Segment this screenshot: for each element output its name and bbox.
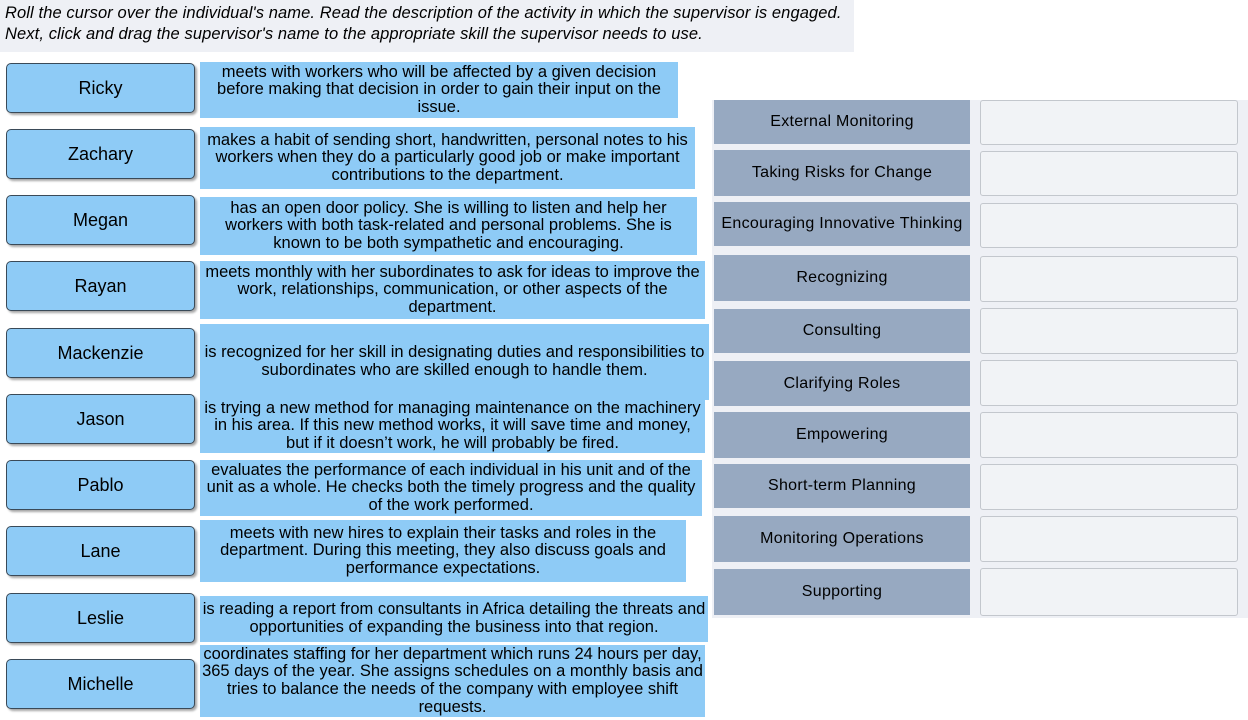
description-rayan: meets monthly with her subordinates to ask for ideas to improve the work, relationships, communication, or other aspects of the department. <box>200 261 705 319</box>
description-zachary: makes a habit of sending short, handwritten, personal notes to his workers when they do a particularly good job or make important contributions to the department. <box>200 127 695 189</box>
instructions-text: Roll the cursor over the individual's name. Read the description of the activity in which the supervisor is engaged. Next, click and drag the supervisor's name to the appropriate skill the supervisor needs to use. <box>0 0 854 52</box>
supervisor-name-jason[interactable]: Jason <box>6 394 195 444</box>
description-lane: meets with new hires to explain their tasks and roles in the department. During this meeting, they also discuss goals and performance expectations. <box>200 520 686 582</box>
skill-label-clarifying-roles: Clarifying Roles <box>714 361 970 406</box>
skill-label-encouraging-innovative-thinking: Encouraging Innovative Thinking <box>714 202 970 246</box>
drop-target-monitoring-operations[interactable] <box>980 516 1238 562</box>
drop-target-supporting[interactable] <box>980 568 1238 616</box>
supervisor-name-michelle[interactable]: Michelle <box>6 659 195 709</box>
drop-target-encouraging-innovative-thinking[interactable] <box>980 203 1238 248</box>
description-megan: has an open door policy. She is willing to listen and help her workers with both task-related and personal problems. She is known to be both sympathetic and encouraging. <box>200 197 697 255</box>
skill-label-empowering: Empowering <box>714 412 970 458</box>
supervisor-name-leslie[interactable]: Leslie <box>6 593 195 643</box>
supervisor-name-pablo[interactable]: Pablo <box>6 460 195 510</box>
skill-label-short-term-planning: Short-term Planning <box>714 464 970 508</box>
drop-target-clarifying-roles[interactable] <box>980 360 1238 406</box>
skill-label-consulting: Consulting <box>714 309 970 353</box>
skill-label-monitoring-operations: Monitoring Operations <box>714 516 970 562</box>
supervisor-name-ricky[interactable]: Ricky <box>6 63 195 113</box>
description-pablo: evaluates the performance of each individual in his unit and of the unit as a whole. He checks both the timely progress and the quality of the work performed. <box>200 460 702 516</box>
drop-target-short-term-planning[interactable] <box>980 464 1238 510</box>
description-jason: is trying a new method for managing maintenance on the machinery in his area. If this new method works, it will save time and money, but if it doesn’t work, he will probably be fired. <box>200 399 705 453</box>
drop-target-empowering[interactable] <box>980 412 1238 458</box>
description-leslie: is reading a report from consultants in Africa detailing the threats and opportunities of expanding the business into that region. <box>200 596 708 642</box>
description-mackenzie: is recognized for her skill in designating duties and responsibilities to subordinates who are skilled enough to handle them. <box>200 324 709 400</box>
skill-label-supporting: Supporting <box>714 569 970 615</box>
drop-target-taking-risks-for-change[interactable] <box>980 151 1238 196</box>
description-ricky: meets with workers who will be affected by a given decision before making that decision in order to gain their input on the issue. <box>200 62 678 118</box>
supervisor-name-lane[interactable]: Lane <box>6 526 195 576</box>
drop-target-recognizing[interactable] <box>980 256 1238 302</box>
skill-label-taking-risks-for-change: Taking Risks for Change <box>714 150 970 196</box>
supervisor-name-rayan[interactable]: Rayan <box>6 261 195 311</box>
drop-target-external-monitoring[interactable] <box>980 100 1238 145</box>
skill-label-external-monitoring: External Monitoring <box>714 100 970 144</box>
supervisor-name-zachary[interactable]: Zachary <box>6 129 195 179</box>
drop-target-consulting[interactable] <box>980 308 1238 354</box>
skill-label-recognizing: Recognizing <box>714 255 970 301</box>
supervisor-name-megan[interactable]: Megan <box>6 195 195 245</box>
supervisor-name-mackenzie[interactable]: Mackenzie <box>6 328 195 378</box>
description-michelle: coordinates staffing for her department which runs 24 hours per day, 365 days of the year. She assigns schedules on a monthly basis and tries to balance the needs of the company with employee shift requests. <box>200 645 705 717</box>
